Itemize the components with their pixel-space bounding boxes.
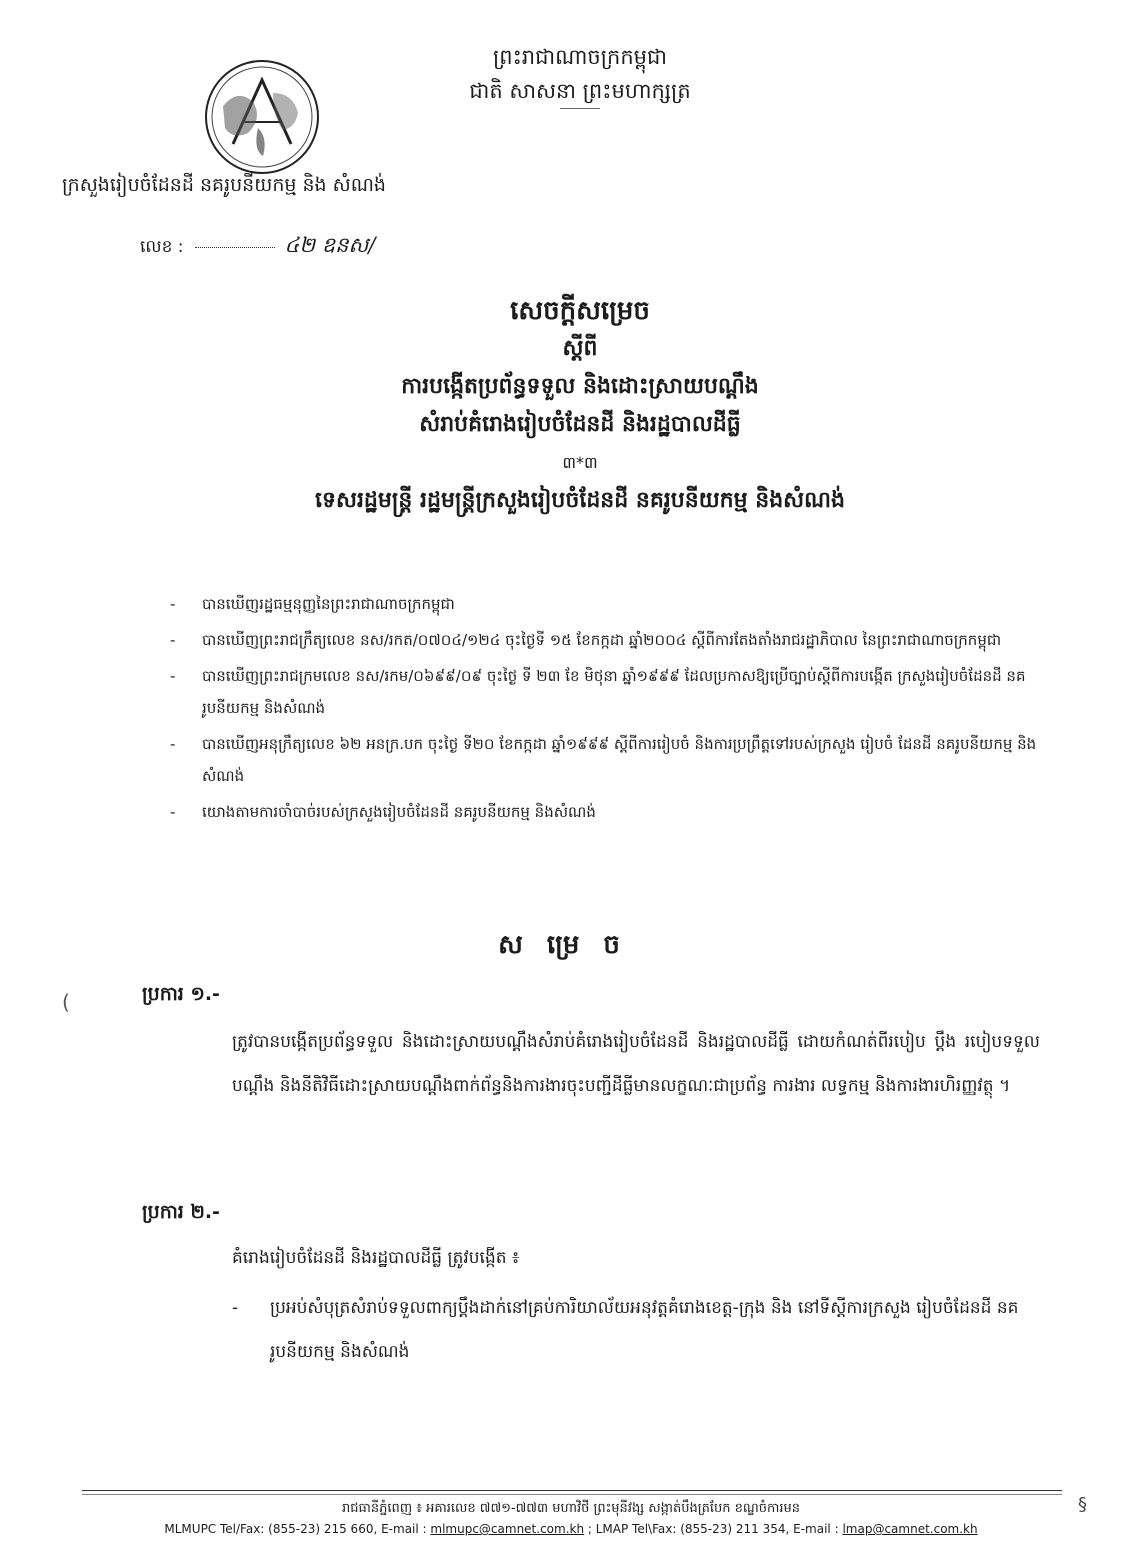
footer-contacts: MLMUPC Tel/Fax: (855-23) 215 660, E-mail : mlmupc@camnet.com.kh ; LMAP Tel\Fax: (855-23) 211 354, E-mail : lmap@camnet.com.kh <box>164 1522 978 1536</box>
list-item: - បានឃើញរដ្ឋធម្មនុញ្ញនៃព្រះរាជាណាចក្រកម្ពុជា <box>170 595 455 613</box>
title-ornament: ៣*៣ <box>562 453 598 472</box>
article-2-item: - ប្រអប់សំបុត្រសំរាប់ទទួលពាក្យប្តឹងដាក់នៅគ្រប់ការិយាល័យអនុវត្តគំរោងខេត្ត-ក្រុង និង នៅទីស្តីការក្រសួង រៀបចំដែនដី នគរូបនីយកម្ម និងសំណង់ <box>232 1298 1019 1362</box>
legal-basis-list <box>170 588 1040 832</box>
title-subject: ការបង្កើតប្រព័ន្ធទទួល និងដោះស្រាយបណ្តឹង <box>401 374 759 399</box>
footer-divider-2 <box>82 1494 1062 1495</box>
ministry-name: ក្រសួងរៀបចំដែនដី នគរូបនីយកម្ម និង សំណង់ <box>62 174 386 196</box>
article-2-label: ប្រការ ២.- <box>142 1201 220 1223</box>
list-item: - បានឃើញព្រះរាជក្រមលេខ នស/រកម/០៦៩៩/០៩ ចុះថ្ងៃ ទី ២៣ ខែ មិថុនា ឆ្នាំ១៩៩៩ ដែលប្រកាសឱ្យប្រើច្បាប់ស្តីពីការបង្កើត ក្រសួងរៀបចំដែនដី នគរូបនីយកម្ម និងសំណង់ <box>170 667 1026 717</box>
page-mark: § <box>1078 1494 1087 1515</box>
number-value: ៤២ ឧនស/ <box>284 233 376 257</box>
national-motto: ជាតិ សាសនា ព្រះមហាក្សត្រ <box>469 79 691 103</box>
article-2-intro: គំរោងរៀបចំដែនដី និងរដ្ឋបាលដីធ្លី ត្រូវបង្កើត ៖ <box>232 1248 520 1268</box>
title-decision: សេចក្តីសម្រេច <box>510 296 650 326</box>
title-regarding: ស្តីពី <box>562 336 598 361</box>
article-1-body: ត្រូវបានបង្កើតប្រព័ន្ធទទួល និងដោះស្រាយបណ្តឹងសំរាប់គំរោងរៀបចំដែនដី និងរដ្ឋបាលដីធ្លី ដោយកំណត់ពីរបៀប ប្តឹង របៀបទទួលបណ្តឹង និងនីតិវិធីដោះស្រាយបណ្តឹងពាក់ព័ន្ធនិងការងារចុះបញ្ជីដីធ្លីមានលក្ខណៈជាប្រព័ន្ធ ការងារ លទ្ធកម្ម និងការងារហិរញ្ញវត្ថុ ។ <box>232 1032 1040 1096</box>
number-label: លេខ : <box>140 237 184 257</box>
email-link-mlmupc[interactable]: mlmupc@camnet.com.kh <box>430 1522 585 1536</box>
title-authority: ទេសរដ្ឋមន្ត្រី រដ្ឋមន្ត្រីក្រសួងរៀបចំដែនដី នគរូបនីយកម្ម និងសំណង់ <box>315 488 845 513</box>
list-item: - បានឃើញព្រះរាជក្រឹត្យលេខ នស/រកត/០៧០៤/១២៤ ចុះថ្ងៃទី ១៥ ខែកក្កដា ឆ្នាំ២០០៤ ស្តីពីការតែងតាំងរាជរដ្ឋាភិបាល នៃព្រះរាជាណាចក្រកម្ពុជា <box>170 631 1002 649</box>
footer-divider <box>82 1490 1062 1491</box>
number-dotted-line <box>195 247 275 248</box>
ministry-seal-icon <box>203 58 321 176</box>
decide-heading: សម្រេច <box>498 930 644 960</box>
title-block <box>180 292 980 520</box>
email-link-lmap[interactable]: lmap@camnet.com.kh <box>842 1522 978 1536</box>
kingdom-name: ព្រះរាជាណាចក្រកម្ពុជា <box>492 45 667 69</box>
kingdom-header <box>400 40 760 109</box>
footer-address: រាជធានីភ្នំពេញ ៖ អគារលេខ ៧៧១-៧៧៣ មហាវិថី ព្រះមុនីវង្ស សង្កាត់បឹងត្របែក ខណ្ឌចំការមន <box>342 1501 800 1516</box>
list-item: - បានឃើញអនុក្រឹត្យលេខ ៦២ អនក្រ.បក ចុះថ្ងៃ ទី២០ ខែកក្កដា ឆ្នាំ១៩៩៩ ស្តីពីការរៀបចំ និងការប្រព្រឹត្តទៅរបស់ក្រសួង រៀបចំ ដែនដី នគរូបនីយកម្ម និងសំណង់ <box>170 735 1037 785</box>
margin-mark: ( <box>62 990 70 1014</box>
list-item: - យោងតាមការចាំបាច់របស់ក្រសួងរៀបចំដែនដី នគរូបនីយកម្ម និងសំណង់ <box>170 803 596 821</box>
title-subject-2: សំរាប់គំរោងរៀបចំដែនដី និងរដ្ឋបាលដីធ្លី <box>419 412 741 437</box>
article-1-label: ប្រការ ១.- <box>142 983 220 1005</box>
document-number <box>140 232 376 263</box>
header-divider <box>560 108 600 109</box>
